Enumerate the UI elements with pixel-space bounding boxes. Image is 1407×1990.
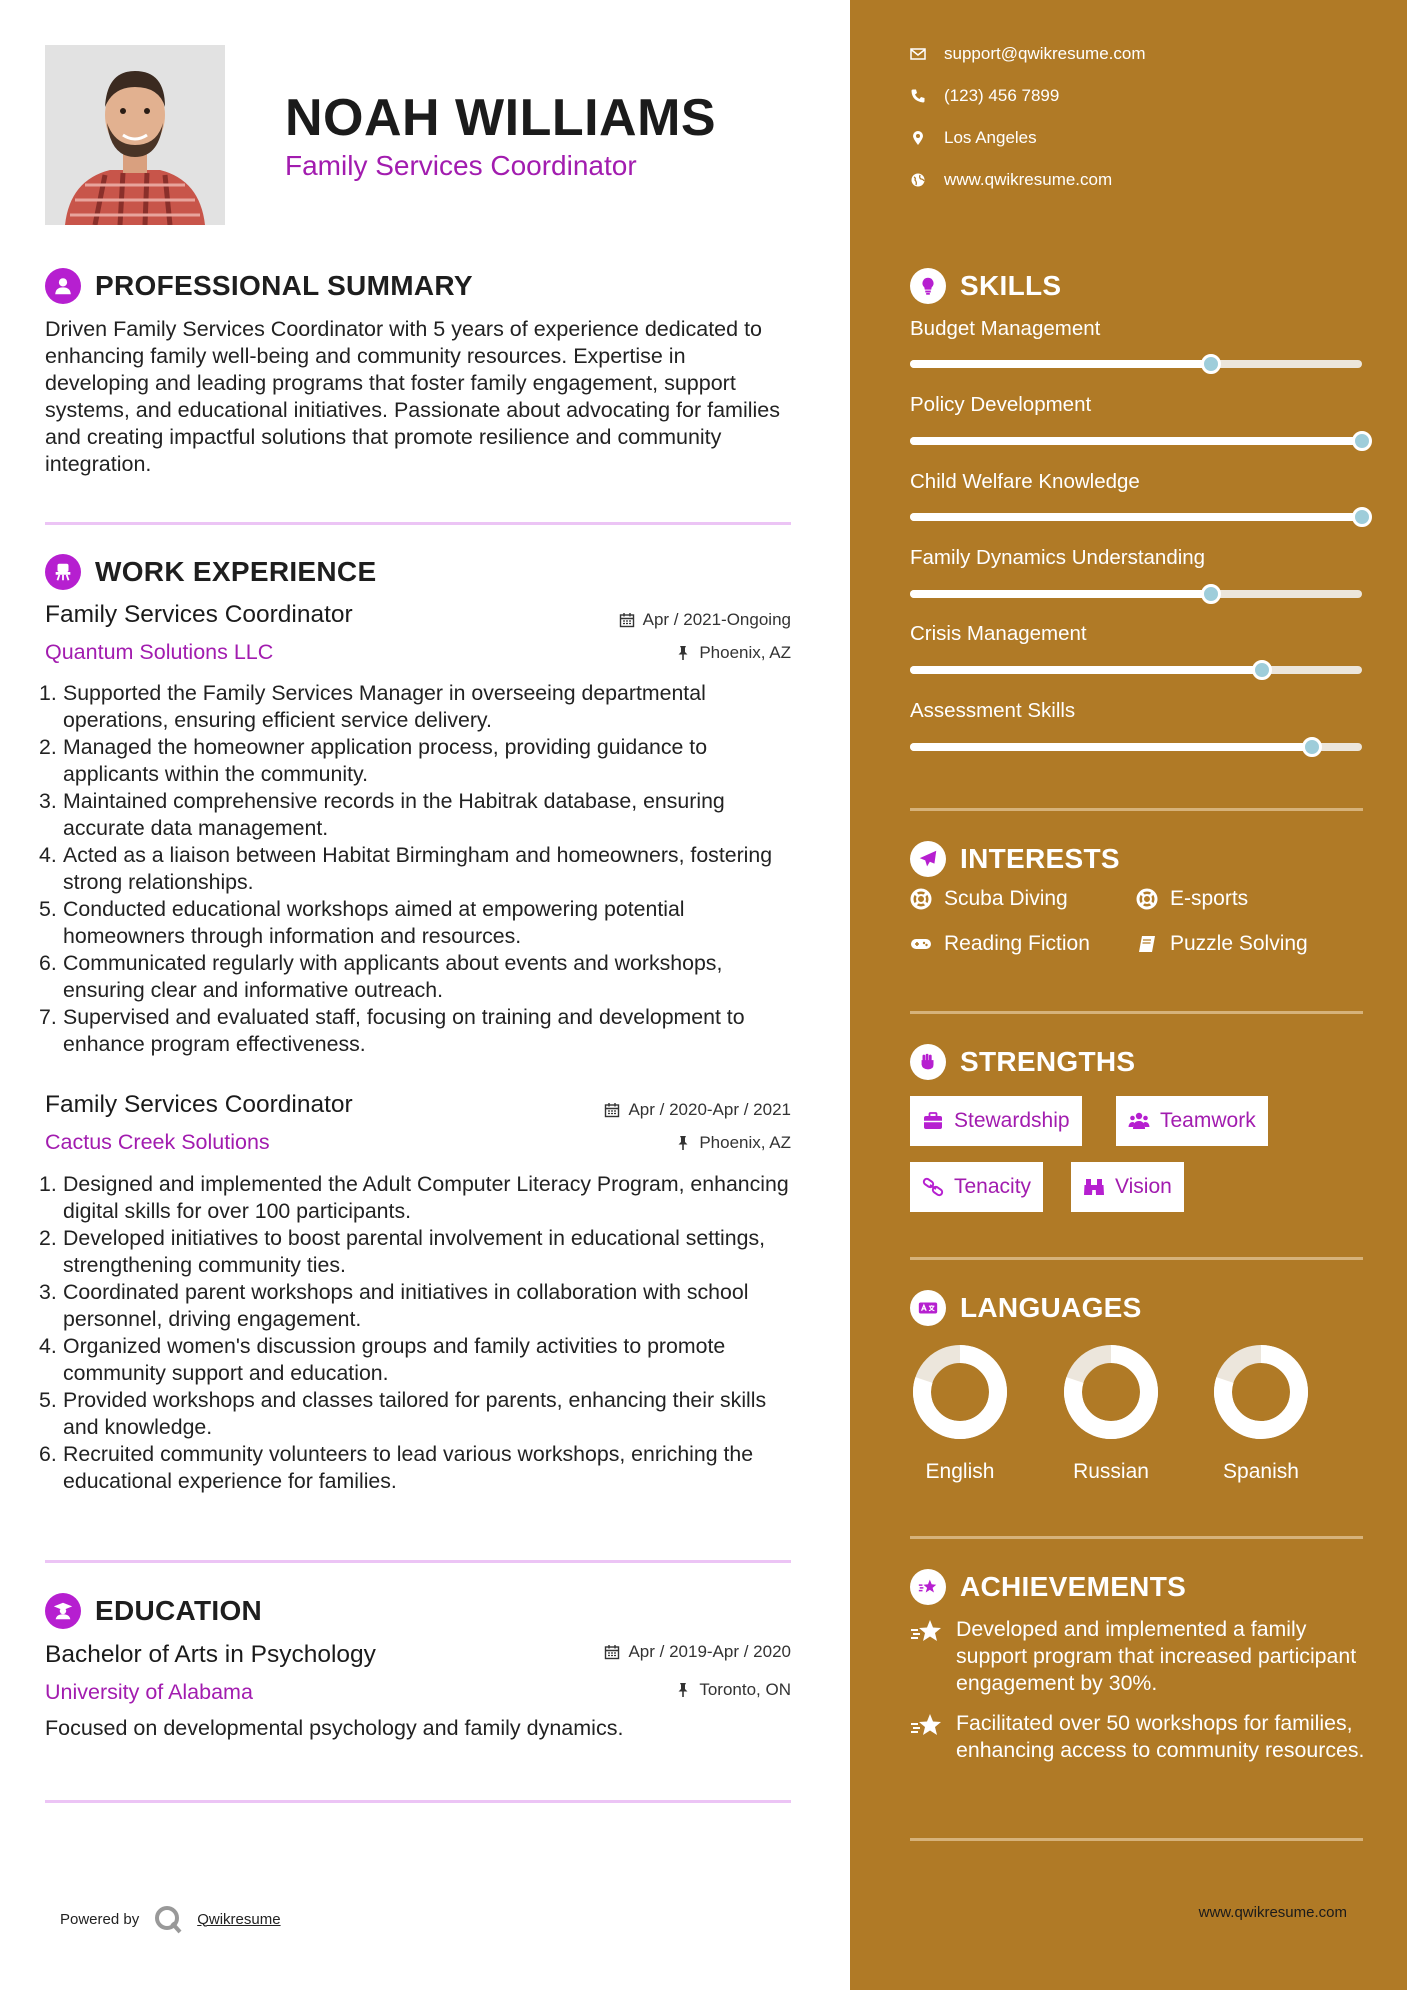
education-heading xyxy=(45,1593,262,1629)
summary-heading xyxy=(45,268,473,304)
skill-label: Family Dynamics Understanding xyxy=(910,546,1206,569)
skill-bar xyxy=(910,590,1362,598)
section-divider xyxy=(45,1560,791,1563)
job-location-text: Phoenix, AZ xyxy=(699,1133,791,1152)
interest-item xyxy=(1136,887,1248,911)
list-item: 1. Supported the Family Services Manager in overseeing departmental operations, ensuring efficient service delivery. xyxy=(39,681,706,732)
summary-text: Driven Family Services Coordinator with 5 years of experience dedicated to enhancing family well-being and community resources. Expertise in developing and leading programs that foster family engagement, support systems, and educational initiatives. Passionate about advocating for families and creating impactful solutions that promote resilience and community integration. xyxy=(45,317,780,476)
strength-badge xyxy=(1116,1096,1268,1146)
qwikresume-link[interactable]: Qwikresume xyxy=(197,1910,281,1928)
strength-label: Tenacity xyxy=(954,1175,1032,1198)
strength-badge xyxy=(910,1096,1082,1146)
skill-label: Assessment Skills xyxy=(910,699,1076,722)
job-dates xyxy=(604,1100,791,1120)
experience-heading xyxy=(45,554,376,590)
strength-badge xyxy=(910,1162,1043,1212)
pin-icon xyxy=(675,645,691,661)
map-marker-icon xyxy=(910,130,926,146)
school-name: University of Alabama xyxy=(45,1680,253,1704)
skill-bar-knob xyxy=(1352,431,1372,451)
language-item xyxy=(900,1344,1020,1484)
achievement-item xyxy=(910,1710,1370,1764)
fist-icon xyxy=(910,1044,946,1080)
interests-heading-text: INTERESTS xyxy=(960,843,1120,874)
language-donut xyxy=(912,1344,1008,1440)
section-divider xyxy=(910,1011,1363,1014)
contact-location-text: Los Angeles xyxy=(944,128,1037,147)
book-icon xyxy=(1136,933,1158,955)
list-item: 7. Supervised and evaluated staff, focusing on training and development to enhance program effectiveness. xyxy=(39,1005,745,1056)
strengths-heading-text: STRENGTHS xyxy=(960,1046,1136,1077)
degree-title: Bachelor of Arts in Psychology xyxy=(45,1641,376,1668)
skill-bar-knob xyxy=(1201,584,1221,604)
skills-heading xyxy=(910,268,1061,304)
profile-photo xyxy=(45,45,225,225)
footer-website[interactable]: www.qwikresume.com xyxy=(1198,1904,1347,1921)
list-item: 5. Conducted educational workshops aimed at empowering potential homeowners through information and resources. xyxy=(39,897,685,948)
candidate-name: NOAH WILLIAMS xyxy=(285,89,717,147)
list-item: 3. Maintained comprehensive records in the Habitrak database, ensuring accurate data management. xyxy=(39,789,725,840)
interest-label: Puzzle Solving xyxy=(1170,932,1308,955)
list-item: 5. Provided workshops and classes tailored for parents, enhancing their skills and knowledge. xyxy=(39,1388,767,1439)
job-dates-text: Apr / 2020-Apr / 2021 xyxy=(628,1100,791,1119)
gamepad-icon xyxy=(910,933,932,955)
skill-label: Policy Development xyxy=(910,393,1092,416)
contact-phone[interactable] xyxy=(910,86,1059,106)
qwikresume-logo-icon xyxy=(153,1904,183,1934)
shooting-star-icon xyxy=(910,1712,942,1740)
lifebuoy-icon xyxy=(1136,888,1158,910)
section-divider xyxy=(910,808,1363,811)
contact-website-text: www.qwikresume.com xyxy=(944,170,1113,189)
list-item: 1. Designed and implemented the Adult Computer Literacy Program, enhancing digital skills for over 100 participants. xyxy=(39,1172,789,1223)
interest-label: E-sports xyxy=(1170,887,1249,910)
strength-label: Stewardship xyxy=(954,1109,1070,1132)
interest-item xyxy=(910,932,1090,956)
phone-icon xyxy=(910,88,926,104)
languages-heading-text: LANGUAGES xyxy=(960,1292,1142,1323)
skill-bar xyxy=(910,360,1362,368)
education-dates-text: Apr / 2019-Apr / 2020 xyxy=(628,1642,791,1661)
interest-item xyxy=(1136,932,1308,956)
language-donut xyxy=(1213,1344,1309,1440)
chair-icon xyxy=(45,554,81,590)
calendar-icon xyxy=(604,1644,620,1660)
strength-badge xyxy=(1071,1162,1184,1212)
language-label: English xyxy=(925,1460,995,1483)
skill-bar xyxy=(910,666,1362,674)
skill-bar-fill xyxy=(910,437,1362,445)
graduate-icon xyxy=(45,1593,81,1629)
summary-heading-text: PROFESSIONAL SUMMARY xyxy=(95,270,473,301)
star-icon xyxy=(910,1569,946,1605)
translate-icon xyxy=(910,1290,946,1326)
education-heading-text: EDUCATION xyxy=(95,1595,263,1626)
section-divider xyxy=(45,1800,791,1803)
contact-website[interactable] xyxy=(910,170,1112,190)
contact-email-text: support@qwikresume.com xyxy=(944,44,1146,63)
language-label: Spanish xyxy=(1223,1460,1299,1483)
achievements-heading-text: ACHIEVEMENTS xyxy=(960,1571,1187,1602)
contact-location xyxy=(910,128,1037,148)
skill-label: Budget Management xyxy=(910,317,1101,340)
skill-bar xyxy=(910,437,1362,445)
candidate-title: Family Services Coordinator xyxy=(285,150,637,181)
job-location-text: Phoenix, AZ xyxy=(699,643,791,662)
language-item xyxy=(1051,1344,1171,1484)
achievement-item xyxy=(910,1616,1370,1697)
strength-label: Vision xyxy=(1115,1175,1172,1198)
skill-bar-fill xyxy=(910,743,1312,751)
section-divider xyxy=(910,1257,1363,1260)
skill-label: Child Welfare Knowledge xyxy=(910,470,1140,493)
skill-label: Crisis Management xyxy=(910,622,1087,645)
contact-phone-text: (123) 456 7899 xyxy=(944,86,1060,105)
section-divider xyxy=(910,1838,1363,1841)
list-item: 3. Coordinated parent workshops and initiatives in collaboration with school personnel, driving engagement. xyxy=(39,1280,749,1331)
job-bullets xyxy=(39,680,798,1058)
company-name: Cactus Creek Solutions xyxy=(45,1130,270,1154)
calendar-icon xyxy=(619,612,635,628)
briefcase-icon xyxy=(922,1110,944,1132)
list-item: 6. Recruited community volunteers to lead various workshops, enriching the educational experience for families. xyxy=(39,1442,754,1493)
lightbulb-icon xyxy=(910,268,946,304)
user-icon xyxy=(45,268,81,304)
link-icon xyxy=(922,1176,944,1198)
powered-by xyxy=(60,1904,281,1934)
envelope-icon xyxy=(910,46,926,62)
skill-bar-knob xyxy=(1252,660,1272,680)
interest-label: Scuba Diving xyxy=(944,887,1068,910)
lifebuoy-icon xyxy=(910,888,932,910)
job-title: Family Services Coordinator xyxy=(45,1091,353,1118)
job-dates xyxy=(619,610,791,630)
paper-plane-icon xyxy=(910,841,946,877)
skill-bar-knob xyxy=(1352,507,1372,527)
language-label: Russian xyxy=(1073,1460,1149,1483)
education-dates xyxy=(604,1642,791,1662)
experience-heading-text: WORK EXPERIENCE xyxy=(95,556,377,587)
shooting-star-icon xyxy=(910,1618,942,1646)
strength-label: Teamwork xyxy=(1160,1109,1256,1132)
list-item: 2. Developed initiatives to boost parental involvement in educational settings, strengthening community ties. xyxy=(39,1226,766,1277)
skill-bar xyxy=(910,743,1362,751)
section-divider xyxy=(45,522,791,525)
achievements-heading xyxy=(910,1569,1186,1605)
strengths-heading xyxy=(910,1044,1135,1080)
list-item: 2. Managed the homeowner application process, providing guidance to applicants within the community. xyxy=(39,735,708,786)
education-description: Focused on developmental psychology and family dynamics. xyxy=(45,1716,624,1740)
globe-icon xyxy=(910,172,926,188)
skill-bar-fill xyxy=(910,590,1211,598)
achievement-text: Facilitated over 50 workshops for families, enhancing access to community resources. xyxy=(956,1711,1365,1762)
job-location xyxy=(675,643,791,663)
language-donut xyxy=(1063,1344,1159,1440)
pin-icon xyxy=(675,1135,691,1151)
pin-icon xyxy=(675,1682,691,1698)
job-location xyxy=(675,1133,791,1153)
list-item: 6. Communicated regularly with applicants about events and workshops, ensuring clear and informative outreach. xyxy=(39,951,723,1002)
job-title: Family Services Coordinator xyxy=(45,601,353,628)
achievement-text: Developed and implemented a family support program that increased participant engagement by 30%. xyxy=(956,1617,1357,1695)
language-item xyxy=(1201,1344,1321,1484)
job-dates-text: Apr / 2021-Ongoing xyxy=(642,610,791,629)
skill-bar xyxy=(910,513,1362,521)
languages-heading xyxy=(910,1290,1142,1326)
skill-bar-fill xyxy=(910,666,1262,674)
interest-item xyxy=(910,887,1068,911)
contact-email[interactable] xyxy=(910,44,1146,64)
company-name: Quantum Solutions LLC xyxy=(45,640,274,664)
skill-bar-fill xyxy=(910,513,1362,521)
sidebar xyxy=(850,0,1407,1990)
calendar-icon xyxy=(604,1102,620,1118)
skill-bar-knob xyxy=(1201,354,1221,374)
interests-heading xyxy=(910,841,1120,877)
education-location-text: Toronto, ON xyxy=(699,1680,791,1699)
job-bullets xyxy=(39,1171,798,1495)
education-location xyxy=(675,1680,791,1700)
avatar xyxy=(45,45,225,225)
skills-heading-text: SKILLS xyxy=(960,270,1062,301)
skill-bar-fill xyxy=(910,360,1211,368)
interest-label: Reading Fiction xyxy=(944,932,1090,955)
users-icon xyxy=(1128,1110,1150,1132)
powered-by-text: Powered by xyxy=(60,1910,140,1928)
list-item: 4. Organized women's discussion groups and family activities to promote community support and education. xyxy=(39,1334,726,1385)
binoculars-icon xyxy=(1083,1176,1105,1198)
list-item: 4. Acted as a liaison between Habitat Birmingham and homeowners, fostering strong relationships. xyxy=(39,843,773,894)
section-divider xyxy=(910,1536,1363,1539)
skill-bar-knob xyxy=(1302,737,1322,757)
